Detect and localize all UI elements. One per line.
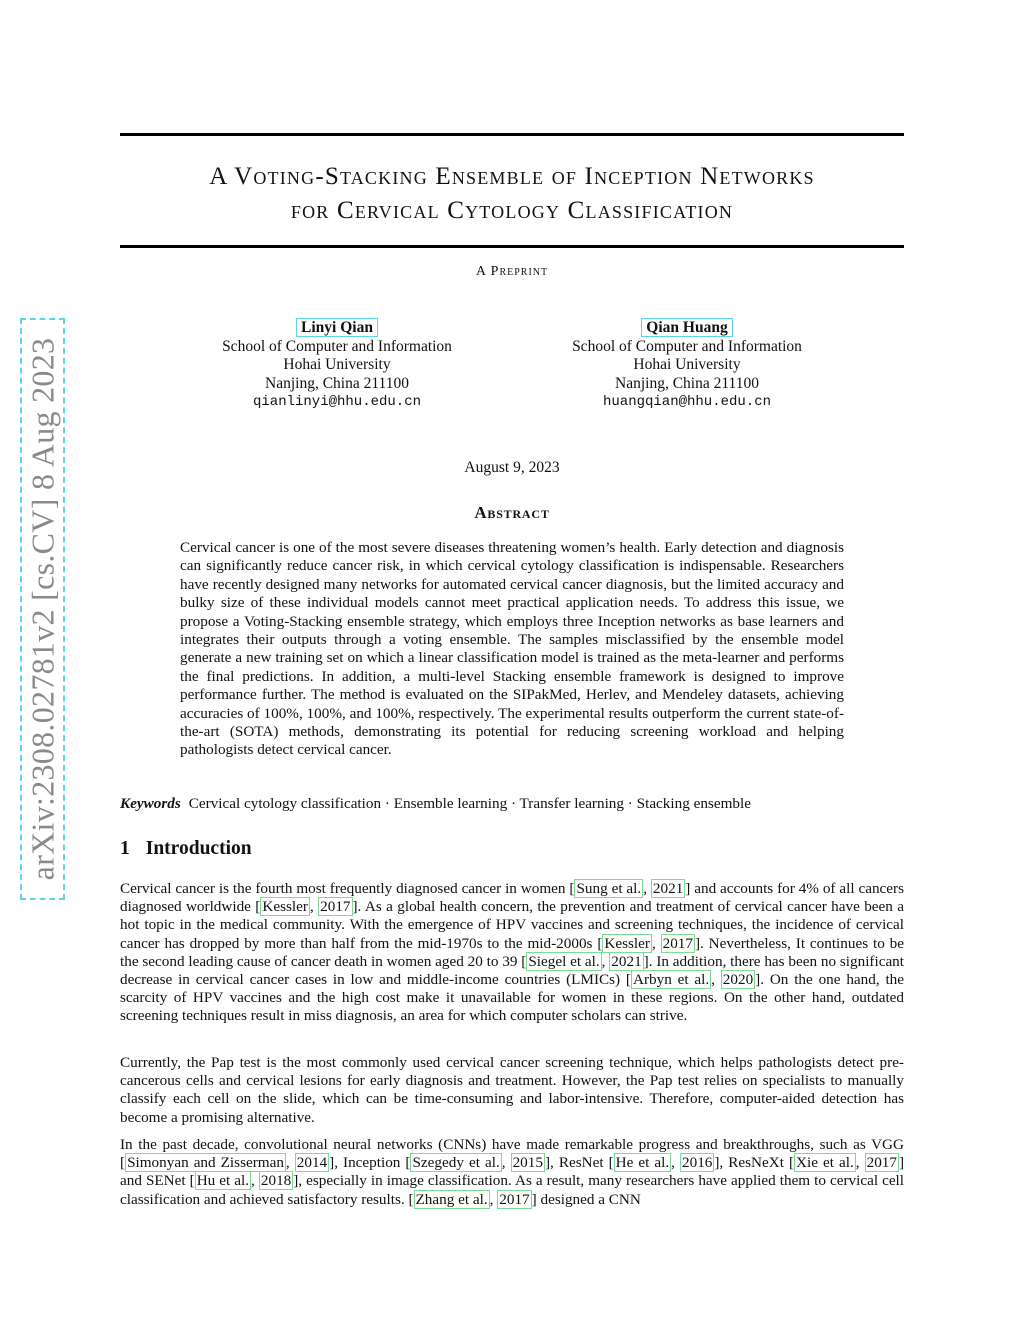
text-run: , bbox=[251, 1172, 259, 1190]
abstract-text: Cervical cancer is one of the most severe diseases threatening women’s health. Early detection and diagnosis can significantly reduce cancer risk, in which cervical cytology classification is indispensable. Researchers have recently designed many networks for automated cervical cancer diagnosis, but the limited accuracy and bulky size of these individual models cannot meet practical application needs. To address this issue, we propose a Voting-Stacking ensemble strategy, which employs three Inception networks as base learners and integrates their outputs through a voting ensemble. The samples misclassified by the ensemble model generate a new training set on which a linear classification model is trained as the meta-learner and performs the final predictions. In addition, a multi-level Stacking ensemble framework is designed to improve performance further. The method is evaluated on the SIPakMed, Herlev, and Mendeley datasets, achieving accuracies of 100%, 100%, and 100%, respectively. The experimental results outperform the current state-of-the-art (SOTA) methods, demonstrating its potential for reducing screening workload and helping pathologists detect cervical cancer. bbox=[180, 539, 844, 759]
title-top-rule bbox=[120, 133, 904, 136]
arxiv-stamp[interactable] bbox=[20, 318, 65, 900]
author-email: qianlinyi@hhu.edu.cn bbox=[252, 394, 422, 410]
text-run: Cervical cancer is the fourth most frequently diagnosed cancer in women [ bbox=[120, 880, 575, 897]
citation-year-link[interactable]: 2021 bbox=[652, 880, 684, 897]
citation-link[interactable]: Simonyan and Zisserman bbox=[127, 1154, 284, 1172]
keywords-line bbox=[120, 795, 904, 813]
text-run: , bbox=[651, 934, 661, 952]
author-location: Nanjing, China 211100 bbox=[265, 374, 409, 392]
citation-year-link[interactable]: 2017 bbox=[320, 898, 351, 916]
citation-year-link[interactable]: 2020 bbox=[722, 971, 754, 989]
text-run: , bbox=[285, 1154, 295, 1172]
text-run: ] and SENet [ bbox=[120, 1154, 905, 1190]
author-name-link[interactable]: Linyi Qian bbox=[296, 318, 378, 337]
publication-date: August 9, 2023 bbox=[464, 459, 560, 476]
text-run: In the past decade, convolutional neural networks (CNNs) have made remarkable progress and breakthroughs, such as VGG [ bbox=[120, 1136, 904, 1172]
citation-year-link[interactable]: 2017 bbox=[499, 1190, 530, 1208]
text-run: , bbox=[601, 952, 610, 970]
text-run: , bbox=[489, 1190, 498, 1208]
keywords-list: Cervical cytology classification · Ensemble learning · Transfer learning · Stacking ensemble bbox=[188, 795, 751, 812]
citation-link[interactable]: He et al. bbox=[615, 1154, 670, 1172]
intro-paragraph-2: Currently, the Pap test is the most commonly used cervical cancer screening technique, which helps pathologists detect pre-cancerous cells and cervical lesions for early diagnosis and treatment. However, the Pap test relies on specialists to manually classify each cell on the slide, which can be time-consuming and labor-intensive. Therefore, computer-aided detection has become a promising alternative. bbox=[120, 1054, 904, 1126]
author-email: huangqian@hhu.edu.cn bbox=[602, 394, 772, 410]
citation-year-link[interactable]: 2016 bbox=[682, 1154, 713, 1172]
citation-year-link[interactable]: 2014 bbox=[296, 1154, 328, 1172]
author-affiliation: School of Computer and Information bbox=[572, 337, 802, 355]
intro-paragraph-1 bbox=[120, 880, 904, 1026]
citation-link[interactable]: Xie et al. bbox=[796, 1154, 854, 1172]
text-run: ] designed a CNN bbox=[531, 1190, 641, 1208]
citation-link[interactable]: Kessler bbox=[604, 934, 650, 952]
text-run: , bbox=[671, 1154, 680, 1172]
paper-title-line-1: A Voting-Stacking Ensemble of Inception Networks bbox=[209, 163, 815, 190]
citation-year-link[interactable]: 2018 bbox=[260, 1172, 292, 1190]
citation-year-link[interactable]: 2021 bbox=[611, 952, 642, 970]
section-number: 1 bbox=[120, 838, 130, 859]
author-location: Nanjing, China 211100 bbox=[615, 374, 759, 392]
citation-link[interactable]: Szegedy et al. bbox=[412, 1154, 500, 1172]
text-run: ]. In addition, there has been no significant decrease in cervical cancer cases in low and middle-income countries (LMICs) [ bbox=[120, 952, 904, 989]
citation-link[interactable]: Hu et al. bbox=[196, 1172, 250, 1190]
author-name-link[interactable]: Qian Huang bbox=[641, 318, 732, 337]
abstract-heading: Abstract bbox=[474, 503, 550, 522]
author-block-2 bbox=[537, 318, 837, 412]
text-run: , bbox=[309, 898, 319, 916]
citation-link[interactable]: Arbyn et al. bbox=[632, 971, 710, 989]
text-run: ], Inception [ bbox=[329, 1154, 411, 1172]
text-run: , bbox=[711, 971, 721, 989]
author-university: Hohai University bbox=[283, 356, 391, 373]
text-run: , bbox=[501, 1154, 511, 1172]
text-run: ]. Nevertheless, It continues to be the second leading cause of cancer death in women aged 20 to 39 [ bbox=[120, 934, 904, 970]
title-bottom-rule bbox=[120, 245, 904, 248]
text-run: ] and accounts for 4% of all cancers diagnosed worldwide [ bbox=[120, 880, 904, 916]
section-heading bbox=[120, 838, 252, 860]
citation-year-link[interactable]: 2015 bbox=[512, 1154, 543, 1172]
text-run: , bbox=[643, 880, 651, 897]
keywords-label: Keywords bbox=[120, 795, 181, 812]
preprint-label: A Preprint bbox=[475, 264, 549, 279]
author-university: Hohai University bbox=[633, 356, 741, 373]
citation-link[interactable]: Zhang et al. bbox=[415, 1190, 488, 1208]
section-title: Introduction bbox=[145, 838, 252, 859]
citation-link[interactable]: Kessler bbox=[262, 898, 308, 916]
citation-year-link[interactable]: 2017 bbox=[662, 934, 693, 952]
author-block-1 bbox=[187, 318, 487, 412]
text-run: ], especially in image classification. As a result, many researchers have applied them to cervical cell classification and achieved satisfactory results. [ bbox=[120, 1172, 904, 1208]
paper-title-line-2: for Cervical Cytology Classification bbox=[290, 197, 734, 224]
citation-year-link[interactable]: 2017 bbox=[866, 1154, 897, 1172]
author-affiliation: School of Computer and Information bbox=[222, 337, 452, 355]
citation-link[interactable]: Siegel et al. bbox=[528, 952, 600, 970]
text-run: ]. As a global health concern, the prevention and treatment of cervical cancer have been a hot topic in the medical community. With the emergence of HPV vaccines and screening techniques, the incidence of cervical cancer has dropped by more than half from the mid-1970s to the mid-2000s [ bbox=[120, 898, 905, 952]
text-run: , bbox=[855, 1154, 865, 1172]
text-run: ]. On the one hand, the scarcity of HPV vaccines and the high cost make it unavailable for women in these regions. On the other hand, outdated screening techniques result in miss diagnosis, an area for which computer scholars can strive. bbox=[120, 971, 905, 1025]
text-run: ], ResNeXt [ bbox=[714, 1154, 795, 1172]
intro-paragraph-3 bbox=[120, 1136, 904, 1209]
citation-link[interactable]: Sung et al. bbox=[576, 880, 642, 897]
arxiv-stamp-text: arXiv:2308.02781v2 [cs.CV] 8 Aug 2023 bbox=[24, 337, 60, 881]
text-run: ], ResNet [ bbox=[544, 1154, 614, 1172]
